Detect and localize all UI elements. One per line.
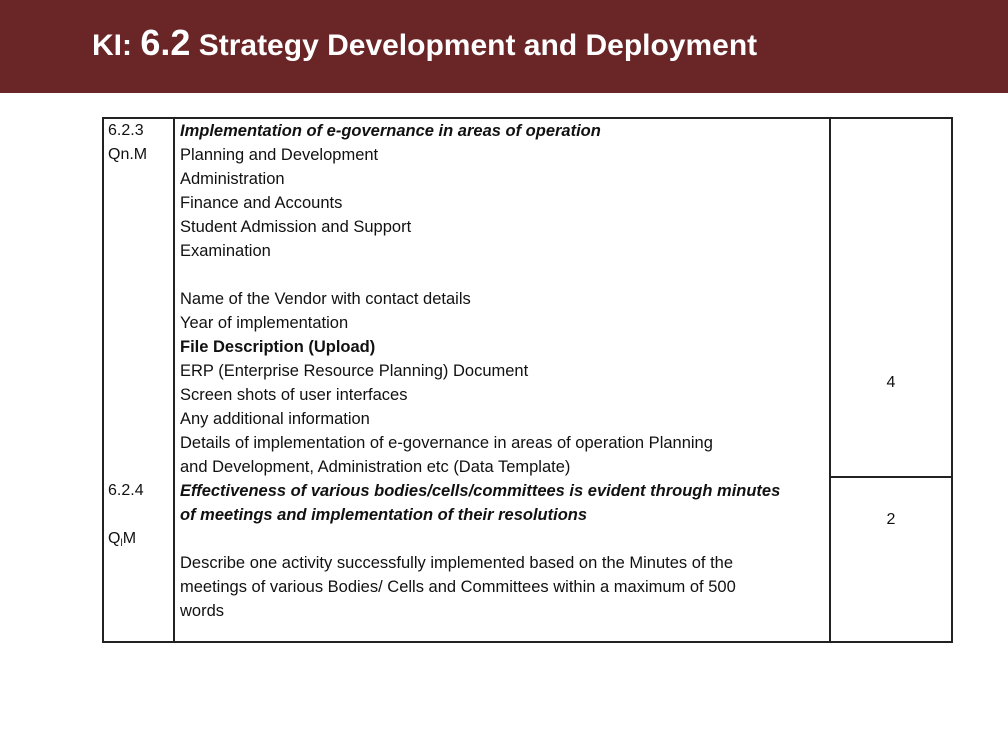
column-divider bbox=[829, 119, 831, 641]
score-row-divider bbox=[829, 476, 951, 478]
title-text: Strategy Development and Deployment bbox=[190, 29, 758, 62]
area-item: Administration bbox=[180, 170, 285, 188]
area-item: Planning and Development bbox=[180, 146, 379, 164]
title-number: 6.2 bbox=[140, 22, 191, 63]
file-item: Any additional information bbox=[180, 410, 370, 428]
area-item: Finance and Accounts bbox=[180, 194, 343, 212]
page-title bbox=[92, 22, 757, 64]
column-divider bbox=[173, 119, 175, 641]
area-item: Student Admission and Support bbox=[180, 218, 412, 236]
area-item: Examination bbox=[180, 242, 271, 260]
metric-id-6-2-4: 6.2.4 $Q_lM$ bbox=[108, 482, 144, 549]
metric-heading: Implementation of e-governance in areas of operation bbox=[180, 122, 601, 140]
score-6-2-3: 4 bbox=[886, 374, 896, 391]
score-6-2-4: 2 bbox=[886, 511, 896, 528]
file-item: Screen shots of user interfaces bbox=[180, 386, 408, 404]
metric-6-2-3-content bbox=[180, 119, 713, 479]
field-item: Name of the Vendor with contact details bbox=[180, 290, 471, 308]
title-prefix: KI: bbox=[92, 29, 141, 62]
description-line: words bbox=[180, 602, 225, 620]
file-description-heading: File Description (Upload) bbox=[180, 338, 376, 356]
file-item: ERP (Enterprise Resource Planning) Document bbox=[180, 362, 529, 380]
metric-id-6-2-3: 6.2.3 Qn.M bbox=[108, 122, 148, 163]
metric-heading: of meetings and implementation of their resolutions bbox=[180, 506, 588, 524]
field-item: Year of implementation bbox=[180, 314, 349, 332]
description-line: Describe one activity successfully implemented based on the Minutes of the bbox=[180, 554, 734, 572]
description-line: meetings of various Bodies/ Cells and Committees within a maximum of 500 bbox=[180, 578, 736, 596]
metric-6-2-4-content bbox=[180, 479, 780, 623]
file-item: Details of implementation of e-governance in areas of operation Planning bbox=[180, 434, 713, 452]
file-item: and Development, Administration etc (Data Template) bbox=[180, 458, 571, 476]
criteria-table bbox=[102, 117, 953, 643]
metric-heading: Effectiveness of various bodies/cells/committees is evident through minutes bbox=[180, 482, 781, 500]
title-bar bbox=[0, 0, 1008, 93]
